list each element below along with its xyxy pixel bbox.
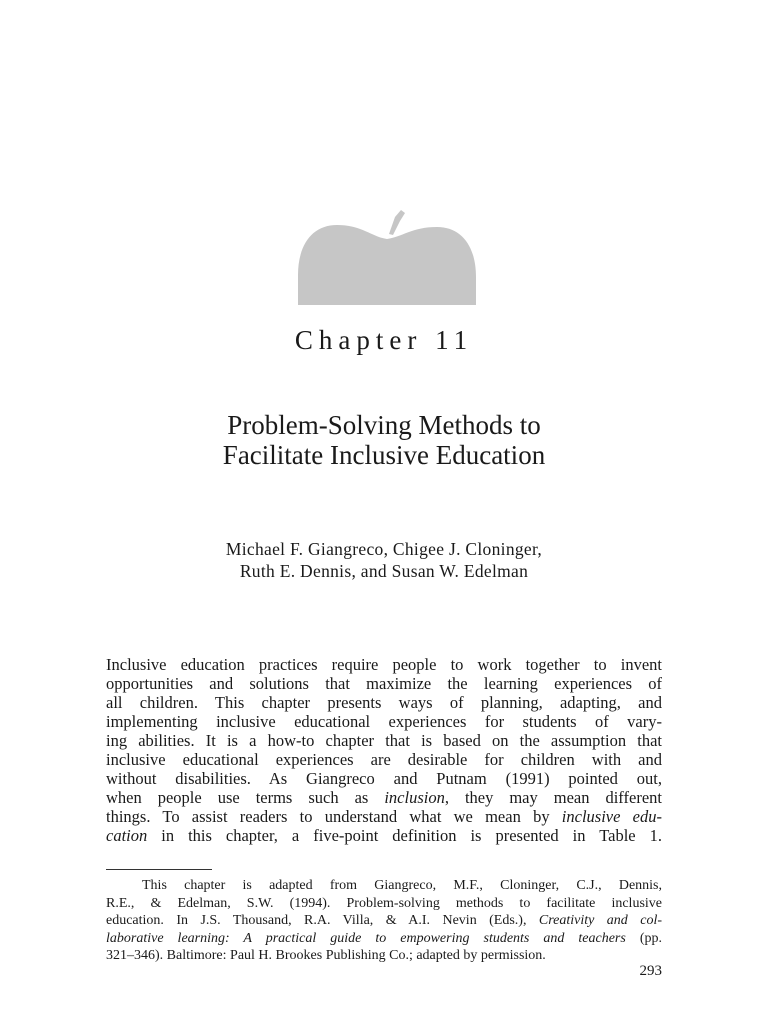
body-line: opportunities and solutions that maximize the learning experiences of [106, 674, 662, 693]
body-text-span: in this chapter, a five-point definition is presented in Table 1. [147, 826, 662, 845]
chapter-label: Chapter 11 [294, 325, 474, 355]
authors-line-1: Michael F. Giangreco, Chigee J. Cloninger, [225, 539, 543, 559]
body-text-span: when people use terms such as [106, 788, 385, 807]
page-number: 293 [639, 963, 662, 979]
body-line [106, 788, 662, 807]
body-line: implementing inclusive educational experiences for students of vary- [106, 712, 662, 731]
body-text-span: things. To assist readers to understand what we mean by [106, 807, 562, 826]
body-line: all children. This chapter presents ways of planning, adapting, and [106, 693, 662, 712]
footnote-line [106, 912, 662, 930]
footnote-emphasis: Creativity and col- [538, 913, 662, 928]
footnote-text-span: education. In J.S. Thousand, R.A. Villa, & A.I. Nevin (Eds.), [106, 913, 539, 928]
footnote-emphasis: laborative learning: A practical guide to empowering students and teachers [106, 930, 626, 946]
footnote-line: This chapter is adapted from Giangreco, M.F., Cloninger, C.J., Dennis, [142, 878, 662, 893]
body-line [106, 826, 662, 845]
body-line: inclusive educational experiences are desirable for children with and [106, 750, 662, 769]
body-line [106, 807, 662, 826]
body-paragraph [106, 655, 662, 845]
body-line: Inclusive education practices require people to work together to invent [106, 655, 662, 674]
authors-line-2: Ruth E. Dennis, and Susan W. Edelman [239, 561, 529, 581]
footnote-line [106, 930, 662, 948]
apple-icon [292, 205, 482, 309]
chapter-title [0, 410, 768, 470]
body-line: ing abilities. It is a how-to chapter that is based on the assumption that [106, 731, 662, 750]
body-emphasis: inclusion [384, 788, 445, 807]
footnote-line: R.E., & Edelman, S.W. (1994). Problem-solving methods to facilitate inclusive [106, 895, 662, 911]
chapter-title-line-2: Facilitate Inclusive Education [222, 440, 546, 470]
body-line: without disabilities. As Giangreco and Putnam (1991) pointed out, [106, 769, 662, 788]
footnote-rule [106, 869, 212, 870]
footnote [106, 877, 662, 965]
footnote-text-span: (pp. [625, 930, 662, 946]
body-emphasis: inclusive edu- [561, 807, 662, 826]
authors [0, 538, 768, 582]
chapter-title-line-1: Problem-Solving Methods to [227, 410, 541, 440]
body-text-span: , they may mean different [444, 788, 662, 807]
footnote-line: 321–346). Baltimore: Paul H. Brookes Publishing Co.; adapted by permission. [106, 948, 546, 963]
body-emphasis: cation [106, 826, 148, 845]
